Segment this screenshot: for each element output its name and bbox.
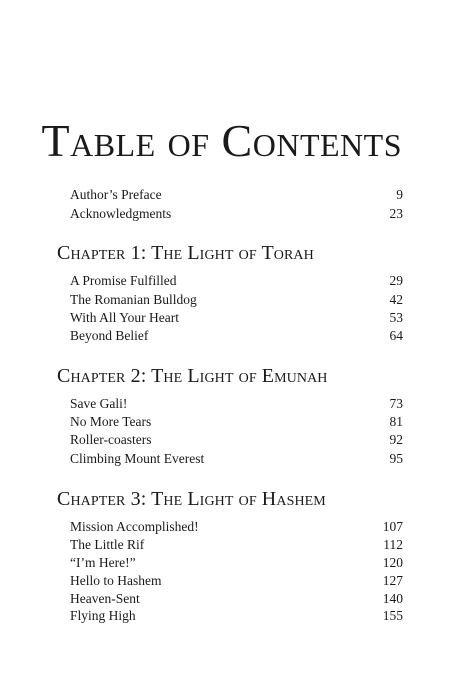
entry-page-number: 155 bbox=[382, 608, 403, 623]
entry-page-number: 29 bbox=[389, 273, 403, 288]
toc-entry-the-little-rif[interactable] bbox=[70, 535, 403, 555]
entry-title: “I’m Here!” bbox=[70, 555, 136, 570]
entry-page-number: 81 bbox=[389, 414, 403, 429]
toc-entry-hello-to-hashem[interactable] bbox=[70, 571, 403, 591]
entry-title: Flying High bbox=[70, 608, 136, 623]
toc-entry-the-romanian-bulldog[interactable] bbox=[70, 290, 403, 310]
toc-entry-flying-high[interactable] bbox=[70, 606, 403, 626]
entry-page-number: 64 bbox=[389, 328, 403, 343]
toc-entry-no-more-tears[interactable] bbox=[70, 412, 403, 432]
entry-page-number: 42 bbox=[389, 292, 403, 307]
entry-title: Acknowledgments bbox=[70, 206, 172, 221]
toc-entry-a-promise-fulfilled[interactable] bbox=[70, 271, 403, 291]
entry-title: Heaven-Sent bbox=[70, 591, 140, 606]
toc-entry-with-all-your-heart[interactable] bbox=[70, 308, 403, 328]
entry-title: Author’s Preface bbox=[70, 187, 162, 202]
chapter-3-heading[interactable]: Chapter 3: The Light of Hashem bbox=[57, 488, 326, 510]
entry-page-number: 140 bbox=[382, 591, 403, 606]
toc-entry-authors-preface[interactable] bbox=[70, 185, 403, 205]
entry-title: Roller-coasters bbox=[70, 432, 152, 447]
chapter-1-heading[interactable]: Chapter 1: The Light of Torah bbox=[57, 242, 314, 264]
toc-entry-im-here[interactable] bbox=[70, 553, 403, 573]
entry-page-number: 127 bbox=[382, 573, 403, 588]
toc-entry-save-gali[interactable] bbox=[70, 394, 403, 414]
page-title: Table of Contents bbox=[41, 115, 402, 166]
entry-page-number: 23 bbox=[389, 206, 403, 221]
entry-title: No More Tears bbox=[70, 414, 152, 429]
entry-title: With All Your Heart bbox=[70, 310, 179, 325]
toc-entry-climbing-mount-everest[interactable] bbox=[70, 449, 403, 469]
entry-page-number: 53 bbox=[389, 310, 403, 325]
entry-title: Save Gali! bbox=[70, 396, 128, 411]
toc-entry-roller-coasters[interactable] bbox=[70, 430, 403, 450]
entry-page-number: 9 bbox=[396, 187, 403, 202]
entry-page-number: 73 bbox=[389, 396, 403, 411]
toc-entry-acknowledgments[interactable] bbox=[70, 204, 403, 224]
entry-page-number: 107 bbox=[382, 519, 403, 534]
entry-title: The Romanian Bulldog bbox=[70, 292, 197, 307]
entry-title: Climbing Mount Everest bbox=[70, 451, 205, 466]
entry-page-number: 120 bbox=[382, 555, 403, 570]
entry-page-number: 95 bbox=[389, 451, 403, 466]
entry-title: The Little Rif bbox=[70, 537, 145, 552]
toc-entry-mission-accomplished[interactable] bbox=[70, 517, 403, 537]
entry-title: A Promise Fulfilled bbox=[70, 273, 177, 288]
entry-page-number: 92 bbox=[389, 432, 403, 447]
entry-title: Beyond Belief bbox=[70, 328, 149, 343]
entry-page-number: 112 bbox=[383, 537, 403, 552]
entry-title: Hello to Hashem bbox=[70, 573, 162, 588]
chapter-2-heading[interactable]: Chapter 2: The Light of Emunah bbox=[57, 365, 328, 387]
toc-entry-beyond-belief[interactable] bbox=[70, 326, 403, 346]
entry-title: Mission Accomplished! bbox=[70, 519, 199, 534]
